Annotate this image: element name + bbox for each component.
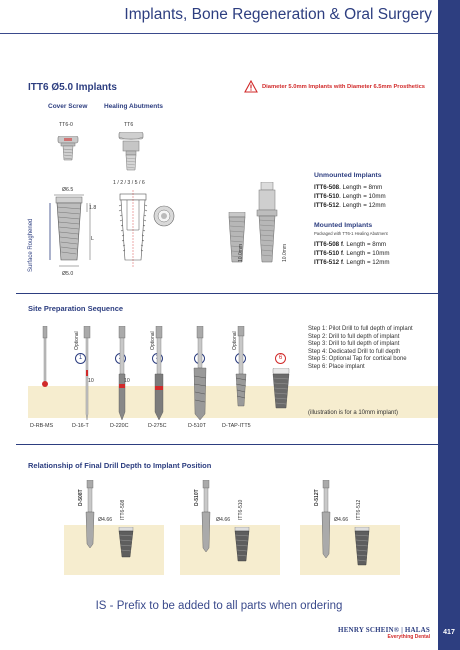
bone-area: [64, 525, 164, 575]
dim-bottom-diameter: Ø5.0: [62, 271, 74, 277]
drill-d-275c: [151, 326, 167, 421]
list-item: ITT6-508. Length = 8mm: [314, 184, 383, 191]
mounted-list: [314, 240, 390, 267]
mounted-length-label: 10.0mm: [282, 243, 288, 262]
page-title: Implants, Bone Regeneration & Oral Surgery: [124, 6, 432, 23]
mounted-title: Mounted Implants: [314, 222, 373, 229]
unmounted-list: [314, 183, 386, 210]
drill-diameter: Ø4.66: [98, 517, 113, 523]
unmounted-implant-image: [226, 212, 248, 268]
tool-label: D-RB-MS: [30, 423, 54, 429]
drill-d-510t: [191, 326, 209, 421]
final-implant-2: [234, 527, 250, 563]
site-prep-title: Site Preparation Sequence: [28, 304, 124, 313]
warning-text: Diameter 5.0mm Implants with Diameter 6.5mm Prosthetics: [262, 83, 426, 90]
implant-code: ITT6-512: [356, 499, 362, 520]
final-drill-3: [320, 480, 332, 558]
warning-icon: [244, 80, 258, 93]
cover-screw-image: [56, 136, 80, 162]
warning-note: [244, 80, 425, 93]
implant-top-view: [152, 204, 176, 228]
final-implant-3: [354, 527, 370, 567]
bone-area: [300, 525, 400, 575]
list-item: Step 6: Place implant: [308, 363, 365, 370]
healing-abutment-code: TT6: [124, 122, 134, 128]
healing-abutments-label: Healing Abutments: [104, 103, 163, 110]
implant-code: ITT6-508: [120, 499, 126, 520]
list-item: Step 1: Pilot Drill to full depth of implant: [308, 326, 413, 332]
cover-screw-label: Cover Screw: [48, 103, 88, 110]
cover-screw-code: TT6-0: [59, 122, 73, 128]
mounted-implant-image: [254, 182, 280, 268]
final-drill-2: [200, 480, 212, 552]
drill-d-rb-ms: [38, 326, 52, 390]
page-number: 417: [443, 629, 455, 636]
implant-dimension-drawing: [44, 192, 97, 272]
surface-roughened-label: Surface Roughened: [28, 218, 34, 272]
implant-step-6: [271, 368, 291, 412]
optional-label: Optional: [74, 331, 80, 350]
drill-d-220c: [114, 326, 130, 421]
list-item: ITT6-512 f. Length = 12mm: [314, 259, 390, 266]
drill-code: D-510T: [194, 489, 200, 506]
tap-d-tap-itt5: [232, 326, 250, 421]
dim-top-diameter: Ø6.5: [62, 187, 74, 193]
final-implant-1: [118, 527, 134, 559]
tool-label: D-510T: [188, 423, 206, 429]
list-item: Step 3: Drill to full depth of implant: [308, 341, 400, 348]
list-item: Step 2: Drill to full depth of implant: [308, 333, 400, 340]
brand-name: HENRY SCHEIN® | HALAS: [338, 626, 430, 634]
drill-depth-title: Relationship of Final Drill Depth to Implant Position: [28, 461, 212, 470]
depth-mark: 10: [88, 378, 94, 384]
divider: [16, 444, 438, 445]
tool-label: D-275C: [148, 423, 167, 429]
tool-label: D-16-T: [72, 423, 89, 429]
implant-code: ITT6-510: [238, 499, 244, 520]
sidebar-strip: [438, 0, 460, 650]
list-item: Step 4: Dedicated Drill to full depth: [308, 348, 401, 355]
final-drill-1: [84, 480, 96, 548]
drill-diameter: Ø4.66: [334, 517, 349, 523]
step-list: [308, 326, 413, 372]
drill-code: D-508T: [78, 489, 84, 506]
list-item: ITT6-510 f. Length = 10mm: [314, 250, 390, 257]
tool-label: D-220C: [110, 423, 129, 429]
drill-code: D-512T: [314, 489, 320, 506]
step-number-6: 6: [275, 353, 286, 364]
unmounted-length-label: 10.0mm: [238, 243, 244, 262]
dim-length: L: [91, 236, 94, 242]
illustration-note: (illustration is for a 10mm implant): [308, 410, 399, 416]
drill-diameter: Ø4.66: [216, 517, 231, 523]
step-number-1: 1: [75, 353, 86, 364]
section-title-itt6: ITT6 Ø5.0 Implants: [28, 82, 117, 93]
list-item: ITT6-510. Length = 10mm: [314, 193, 386, 200]
divider: [16, 293, 438, 294]
brand-tagline: Everything Dental: [387, 634, 430, 640]
optional-label: Optional: [150, 331, 156, 350]
bone-area: [180, 525, 280, 575]
healing-sizes: 1 / 2 / 3 / 5 / 6: [113, 180, 145, 186]
list-item: Step 5: Optional Tap for cortical bone: [308, 356, 407, 363]
ordering-note: IS - Prefix to be added to all parts when ordering: [95, 600, 343, 612]
depth-mark: 10: [124, 378, 130, 384]
optional-label: Optional: [232, 331, 238, 350]
page-header: [0, 0, 438, 34]
drill-d-16-t: [80, 326, 94, 421]
unmounted-title: Unmounted Implants: [314, 172, 382, 179]
implant-section-drawing: [114, 190, 152, 272]
list-item: ITT6-508 f. Length = 8mm: [314, 241, 387, 248]
healing-abutment-image: [116, 132, 146, 176]
list-item: ITT6-512. Length = 12mm: [314, 202, 386, 209]
mounted-subtitle: Packaged with TT6-1 Healing Abutment: [314, 231, 388, 236]
dim-thread: 1.8: [89, 205, 97, 211]
brand-logo: [338, 626, 430, 640]
tool-label: D-TAP-ITT5: [222, 423, 251, 429]
